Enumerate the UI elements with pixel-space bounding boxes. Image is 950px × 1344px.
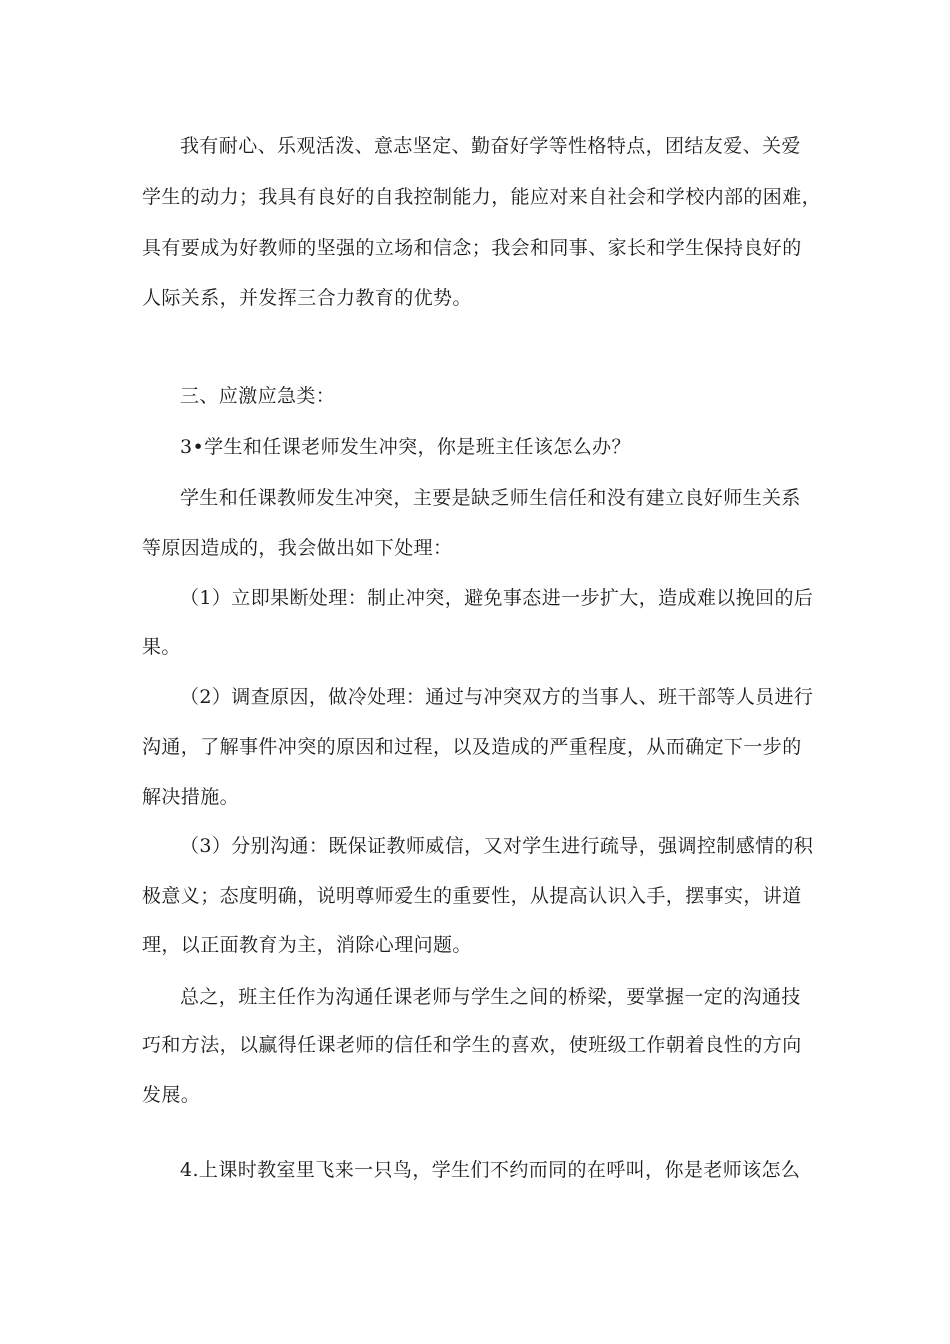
text-line: 我有耐心、乐观活泼、意志坚定、勤奋好学等性格特点，团结友爱、关爱 [180, 135, 801, 157]
text-line: （1）立即果断处理：制止冲突，避免事态进一步扩大，造成难以挽回的后 [180, 587, 814, 609]
text-line: 具有要成为好教师的坚强的立场和信念；我会和同事、家长和学生保持良好的 [142, 237, 802, 259]
text-line: 理，以正面教育为主，消除心理问题。 [142, 934, 472, 956]
text-line: 发展。 [142, 1084, 201, 1106]
text-line: 总之，班主任作为沟通任课老师与学生之间的桥梁，要掌握一定的沟通技 [180, 986, 801, 1008]
text-line: 等原因造成的，我会做出如下处理： [142, 537, 453, 559]
text-line: 解决措施。 [142, 786, 240, 808]
text-line: （2）调查原因，做冷处理：通过与冲突双方的当事人、班干部等人员进行 [180, 686, 814, 708]
text-line: 极意义；态度明确，说明尊师爱生的重要性，从提高认识入手，摆事实，讲道 [142, 885, 802, 907]
text-line: 巧和方法，以赢得任课老师的信任和学生的喜欢，使班级工作朝着良性的方向 [142, 1034, 802, 1056]
text-line: 沟通，了解事件冲突的原因和过程，以及造成的严重程度，从而确定下一步的 [142, 736, 802, 758]
text-line: （3）分别沟通：既保证教师威信，又对学生进行疏导，强调控制感情的积 [180, 835, 814, 857]
text-line: 人际关系，并发挥三合力教育的优势。 [142, 287, 472, 309]
text-line: 果。 [142, 636, 181, 658]
question-3: 3•学生和任课老师发生冲突，你是班主任该怎么办？ [180, 436, 631, 458]
text-line: 学生和任课教师发生冲突，主要是缺乏师生信任和没有建立良好师生关系 [180, 487, 801, 509]
section-heading: 三、应激应急类： [180, 385, 336, 407]
text-line: 学生的动力；我具有良好的自我控制能力，能应对来自社会和学校内部的困难， [142, 186, 822, 208]
question-4: 4.上课时教室里飞来一只鸟，学生们不约而同的在呼叫，你是老师该怎么 [180, 1159, 801, 1181]
